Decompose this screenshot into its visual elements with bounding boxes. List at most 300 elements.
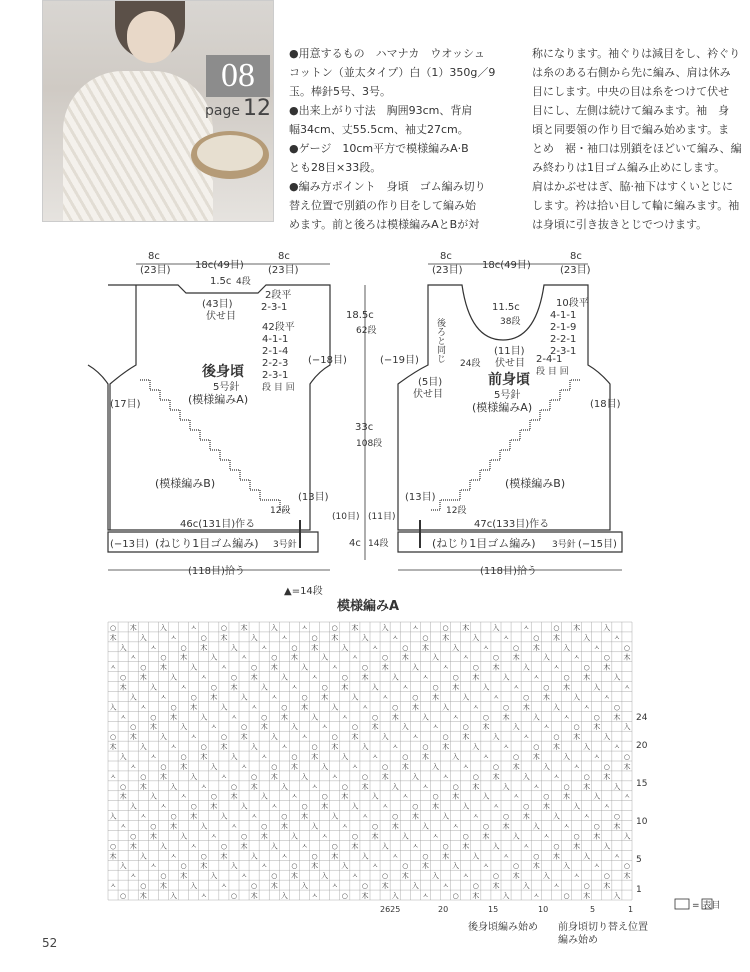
stitch-symbol: 木 (452, 683, 460, 692)
instruction-line: とも28目×33段。 (289, 161, 382, 174)
stitch-symbol: ○ (603, 653, 610, 662)
front-rows24: 24段 (460, 359, 481, 369)
instruction-line: み終わりは1目ゴム編み止めにします。 (532, 161, 726, 174)
stitch-symbol: ㅅ (573, 762, 580, 771)
back-arm-2: 4-1-1 (262, 334, 289, 345)
stitch-symbol: ㅅ (190, 733, 198, 742)
stitch-symbol: 入 (220, 703, 228, 712)
stitch-symbol: 木 (401, 762, 409, 771)
stitch-symbol: ○ (623, 862, 631, 871)
stitch-symbol: ㅅ (311, 892, 318, 900)
stitch-symbol: ○ (442, 733, 449, 742)
stitch-symbol: ○ (240, 723, 248, 732)
back-arm-5: 2-3-1 (262, 370, 289, 381)
stitch-symbol: 木 (573, 623, 581, 632)
stitch-symbol: ㅅ (522, 842, 530, 851)
stitch-symbol: ○ (220, 733, 227, 742)
stitch-symbol: ○ (341, 892, 348, 900)
stitch-symbol: 入 (401, 723, 409, 732)
stitch-symbol: ○ (291, 862, 298, 871)
stitch-symbol: 木 (250, 782, 258, 791)
stitch-symbol: ㅅ (220, 772, 228, 781)
stitch-symbol: ㅅ (613, 633, 621, 642)
stitch-symbol: 木 (311, 643, 319, 652)
stitch-symbol: ○ (502, 812, 510, 821)
stitch-symbol: 入 (472, 852, 480, 861)
stitch-symbol: 木 (593, 723, 601, 732)
stitch-symbol: ○ (422, 743, 429, 752)
stitch-symbol: 木 (290, 762, 298, 771)
stitch-symbol: 木 (341, 683, 349, 692)
stitch-symbol: 入 (250, 852, 258, 861)
stitch-symbol: 入 (532, 713, 540, 722)
stitch-symbol: ㅅ (492, 802, 500, 811)
stitch-symbol: 入 (593, 792, 601, 801)
stitch-symbol: ㅅ (613, 743, 621, 752)
stitch-symbol: ㅅ (432, 723, 439, 732)
stitch-symbol: 木 (421, 862, 429, 871)
stitch-symbol: ○ (109, 733, 117, 742)
stitch-symbol: 入 (311, 822, 319, 831)
back-bind: (43目) (202, 299, 233, 310)
stitch-symbol: ○ (583, 663, 590, 672)
stitch-symbol: 木 (512, 872, 520, 881)
stitch-symbol: 入 (290, 832, 298, 841)
stitch-symbol: ○ (190, 693, 197, 702)
stitch-symbol: 入 (341, 643, 349, 652)
stitch-symbol: ○ (341, 782, 348, 791)
stitch-symbol: ○ (482, 822, 489, 831)
stitch-symbol: ○ (533, 852, 540, 861)
page-number: 52 (42, 936, 58, 950)
stitch-symbol: 木 (603, 882, 611, 891)
stitch-symbol: ○ (432, 683, 439, 692)
stitch-symbol: ○ (271, 762, 278, 771)
stitch-symbol: ○ (271, 872, 278, 881)
stitch-symbol: 木 (331, 743, 339, 752)
stitch-symbol: ○ (271, 653, 278, 662)
stitch-symbol: ○ (402, 862, 409, 871)
stitch-symbol: 入 (290, 723, 298, 732)
stitch-symbol: ㅅ (220, 663, 228, 672)
stitch-symbol: 木 (159, 663, 167, 672)
stitch-symbol: ㅅ (301, 623, 308, 632)
stitch-symbol: 木 (552, 743, 560, 752)
stitch-symbol: ㅅ (129, 762, 137, 771)
stitch-symbol: 木 (381, 663, 389, 672)
stitch-symbol: ○ (482, 713, 489, 722)
stitch-symbol: ㅅ (361, 812, 369, 821)
stitch-symbol: ㅅ (240, 872, 248, 881)
stitch-symbol: 入 (351, 693, 359, 702)
stitch-symbol: 入 (301, 663, 308, 672)
stitch-symbol: ○ (130, 832, 137, 841)
stitch-symbol: ○ (140, 882, 147, 891)
stitch-symbol: 入 (542, 762, 550, 771)
stitch-symbol: ○ (200, 743, 207, 752)
stitch-symbol: ○ (523, 693, 530, 702)
instruction-line: めます。前と後ろは模様編みAとBが対 (289, 218, 480, 231)
stitch-symbol: 入 (603, 842, 611, 851)
stitch-symbol: 木 (391, 822, 399, 831)
front-side5b: 伏せ目 (413, 389, 443, 400)
stitch-symbol: 木 (159, 772, 167, 781)
stitch-symbol: 入 (139, 852, 147, 861)
stitch-symbol: ○ (452, 892, 459, 900)
back-arm-6: 段 目 回 (262, 383, 295, 393)
stitch-symbol: ㅅ (371, 753, 379, 761)
stitch-symbol: ㅅ (411, 842, 419, 851)
back-neck-rows: 4段 (236, 277, 251, 287)
stitch-symbol: 木 (603, 663, 611, 672)
stitch-symbol: 入 (563, 862, 570, 871)
stitch-symbol: ○ (301, 693, 308, 702)
stitch-symbol: 入 (573, 802, 581, 811)
front-neck-4: 2-2-1 (550, 334, 577, 345)
stitch-symbol: 木 (371, 832, 379, 841)
stitch-symbol: ㅅ (371, 643, 379, 652)
stitch-symbol: ㅅ (452, 822, 460, 831)
stitch-symbol: ㅅ (250, 812, 258, 821)
stitch-symbol: 入 (139, 743, 147, 752)
stitch-symbol: 木 (129, 733, 137, 742)
legend-text: = 表目 (692, 901, 721, 911)
stitch-symbol: ㅅ (593, 862, 601, 871)
stitch-symbol: 入 (462, 693, 470, 702)
stitch-symbol: ○ (130, 723, 137, 732)
stitch-symbol: ㅅ (160, 693, 167, 702)
front-top-left: 8c (440, 251, 452, 262)
stitch-symbol: ㅅ (593, 753, 601, 761)
front-neck-1: 10段平 (556, 298, 589, 309)
back-side13: (13目) (298, 492, 329, 503)
front-needle: 5号針 (494, 390, 521, 401)
stitch-symbol: 木 (472, 892, 480, 900)
stitch-symbol: 木 (250, 892, 258, 900)
stitch-symbol: 入 (119, 862, 127, 871)
stitch-symbol: ○ (321, 792, 328, 801)
stitch-symbol: ㅅ (109, 663, 117, 672)
stitch-symbol: ○ (210, 792, 217, 801)
stitch-symbol: 入 (260, 683, 268, 692)
stitch-symbol: 入 (583, 743, 591, 752)
stitch-symbol: 木 (260, 723, 268, 732)
stitch-symbol: ㅅ (190, 842, 198, 851)
stitch-symbol: 木 (341, 792, 349, 801)
stitch-symbol: ○ (513, 862, 520, 871)
stitch-symbol: 木 (492, 882, 500, 891)
stitch-symbol: 入 (210, 762, 218, 771)
col-label: 1 (628, 905, 634, 914)
stitch-symbol: 入 (552, 812, 560, 821)
stitch-symbol: 入 (301, 882, 308, 891)
stitch-symbol: ○ (220, 842, 227, 851)
instruction-line: ●出来上がり寸法 胸囲93cm、背肩 (289, 104, 473, 117)
stitch-symbol: 入 (502, 892, 510, 900)
stitch-symbol: ○ (513, 643, 520, 652)
stitch-symbol: ㅅ (129, 653, 137, 662)
stitch-symbol: 木 (351, 733, 359, 742)
stitch-symbol: ○ (472, 772, 479, 781)
stitch-symbol: ㅅ (472, 703, 480, 712)
stitch-symbol: ○ (361, 772, 369, 781)
stitch-symbol: 入 (280, 892, 288, 900)
stitch-symbol: ○ (553, 733, 560, 742)
stitch-symbol: ㅅ (119, 822, 127, 831)
stitch-symbol: ㅅ (472, 812, 480, 821)
stitch-symbol: 入 (361, 633, 369, 642)
stitch-symbol: 入 (583, 633, 591, 642)
stitch-symbol: ○ (311, 852, 318, 861)
stitch-symbol: 入 (230, 753, 238, 761)
back-side17: (17目) (110, 399, 141, 410)
stitch-symbol: ○ (251, 663, 258, 672)
stitch-symbol: 入 (613, 673, 621, 682)
back-top-right: 8c (278, 251, 290, 262)
stitch-symbol: ○ (371, 822, 379, 831)
stitch-symbol: ○ (200, 852, 207, 861)
front-neck-7: 段 目 回 (536, 367, 569, 377)
stitch-symbol: ○ (472, 663, 479, 672)
stitch-symbol: ㅅ (149, 643, 157, 652)
stitch-symbol: 木 (321, 802, 329, 811)
stitch-symbol: ○ (563, 892, 570, 900)
stitch-symbol: 入 (401, 832, 409, 841)
stitch-symbol: 木 (240, 842, 248, 851)
stitch-symbol: ○ (573, 832, 580, 841)
center-h3-rows: 14段 (368, 539, 389, 549)
stitch-symbol: ㅅ (240, 653, 248, 662)
stitch-symbol: 木 (250, 673, 258, 682)
stitch-symbol: 入 (220, 812, 228, 821)
stitch-symbol: ㅅ (623, 683, 631, 692)
front-rib-needle: 3号針 (552, 540, 576, 550)
stitch-symbol: 入 (522, 663, 530, 672)
stitch-symbol: ○ (563, 782, 570, 791)
stitch-symbol: 入 (432, 653, 439, 662)
stitch-symbol: ㅅ (613, 852, 621, 861)
stitch-symbol: ㅅ (331, 772, 339, 781)
front-twelve: 12段 (446, 506, 467, 516)
stitch-symbol: 入 (139, 633, 147, 642)
row-label: 10 (636, 817, 648, 827)
stitch-symbol: 入 (563, 643, 570, 652)
stitch-symbol: 木 (311, 753, 319, 761)
stitch-symbol: ○ (523, 802, 530, 811)
stitch-symbol: ○ (281, 703, 288, 712)
center-h1-rows: 62段 (356, 326, 377, 336)
stitch-symbol: ○ (442, 842, 449, 851)
stitch-symbol: 入 (301, 772, 308, 781)
back-pattern-b: (模様編みB) (155, 477, 216, 490)
stitch-symbol: ○ (150, 713, 157, 722)
stitch-symbol: 入 (432, 872, 439, 881)
stitch-symbol: ㅅ (381, 802, 389, 811)
stitch-symbol: ○ (543, 792, 550, 801)
col-label: 15 (488, 905, 499, 914)
stitch-symbol: ㅅ (442, 772, 449, 781)
stitch-symbol: 木 (180, 872, 188, 881)
stitch-symbol: ○ (623, 643, 631, 652)
stitch-symbol: ㅅ (452, 713, 460, 722)
stitch-symbol: 木 (583, 892, 591, 900)
stitch-symbol: 木 (411, 703, 419, 712)
stitch-symbol: 木 (321, 693, 329, 702)
stitch-symbol: ㅅ (603, 802, 611, 811)
stitch-symbol: 入 (170, 892, 177, 900)
stitch-symbol: 入 (331, 812, 339, 821)
front-neck-2: 4-1-1 (550, 310, 577, 321)
stitch-symbol: 木 (532, 643, 540, 652)
stitch-symbol: ㅅ (623, 792, 631, 801)
stitch-symbol: ○ (281, 812, 288, 821)
stitch-symbol: ○ (120, 673, 127, 682)
stitch-symbol: 木 (129, 842, 137, 851)
stitch-symbol: ㅅ (109, 882, 117, 891)
stitch-symbol: 入 (442, 703, 450, 712)
stitch-symbol: 木 (331, 852, 339, 861)
stitch-symbol: ㅅ (432, 832, 439, 841)
stitch-symbol: ㅅ (553, 663, 560, 672)
stitch-symbol: 木 (442, 852, 450, 861)
back-bind2: 伏せ目 (206, 311, 236, 322)
stitch-symbol: ○ (140, 663, 147, 672)
stitch-symbol: ㅅ (200, 782, 208, 791)
stitch-symbol: 入 (180, 832, 188, 841)
stitch-symbol: ㅅ (119, 713, 127, 722)
front-top-right-sts: (23目) (560, 265, 591, 276)
stitch-symbol: ㅅ (149, 862, 157, 871)
stitch-symbol: 入 (391, 782, 399, 791)
stitch-symbol: ㅅ (532, 673, 540, 682)
stitch-symbol: ○ (230, 892, 238, 900)
back-arm-4: 2-2-3 (262, 358, 289, 369)
stitch-symbol: ㅅ (351, 653, 359, 662)
stitch-symbol: 木 (573, 733, 581, 742)
stitch-symbol: 入 (210, 653, 218, 662)
front-side18: (18目) (590, 399, 621, 410)
stitch-symbol: ○ (422, 633, 429, 642)
stitch-symbol: ○ (341, 673, 348, 682)
stitch-symbol: 木 (512, 762, 520, 771)
stitch-symbol: ㅅ (482, 862, 490, 871)
front-side19: (−19目) (380, 355, 419, 366)
stitch-symbol: ㅅ (210, 832, 218, 841)
stitch-symbol: ㅅ (291, 792, 298, 801)
back-pickup: (118目)拾う (188, 566, 245, 577)
stitch-symbol: 入 (361, 743, 369, 752)
stitch-symbol: ○ (613, 812, 620, 821)
stitch-symbol: ㅅ (391, 743, 399, 752)
chart-start-front2: 編み始め (558, 935, 598, 946)
stitch-symbol: ㅅ (280, 633, 288, 642)
stitch-symbol: ○ (492, 762, 500, 771)
stitch-symbol: ㅅ (280, 852, 288, 861)
back-neck-dec2: 2-3-1 (261, 302, 288, 313)
stitch-symbol: 木 (462, 733, 470, 742)
back-neck-h: 1.5c (210, 276, 232, 287)
stitch-symbol: ㅅ (401, 683, 409, 692)
stitch-symbol: ○ (251, 882, 258, 891)
front-eleven: (11目) (368, 512, 396, 522)
stitch-symbol: ㅅ (139, 703, 147, 712)
instruction-line: 替え位置で別鎖の作り目をして編み始 (289, 199, 476, 212)
front-pattern-a: (模様編みA) (472, 401, 533, 414)
stitch-symbol: 木 (532, 753, 540, 761)
arrow-note: ▲=14段 (284, 586, 323, 597)
back-top-mid: 18c(49目) (195, 260, 244, 271)
stitch-symbol: ㅅ (442, 882, 449, 891)
stitch-symbol: 入 (391, 673, 399, 682)
stitch-symbol: ○ (603, 872, 610, 881)
back-needle: 5号針 (213, 382, 240, 393)
stitch-symbol: 木 (613, 822, 621, 831)
stitch-symbol: 木 (552, 852, 560, 861)
stitch-symbol: ㅅ (321, 723, 329, 732)
stitch-symbol: ○ (452, 782, 459, 791)
stitch-symbol: 木 (583, 673, 591, 682)
stitch-symbol: ㅅ (291, 683, 298, 692)
stitch-symbol: ㅅ (109, 772, 117, 781)
stitch-symbol: 入 (542, 653, 550, 662)
stitch-symbol: ㅅ (311, 673, 318, 682)
stitch-symbol: ○ (553, 842, 560, 851)
pattern-number: 08 (206, 55, 270, 97)
page-label: page (205, 103, 240, 119)
stitch-symbol: ㅅ (200, 892, 208, 900)
stitch-symbol: ○ (210, 683, 217, 692)
chart-start-front: 前身頃切り替え位置 (558, 922, 648, 933)
stitch-symbol: ○ (371, 713, 379, 722)
stitch-symbol: ㅅ (502, 743, 510, 752)
stitch-symbol: 木 (442, 633, 450, 642)
stitch-symbol: 木 (623, 653, 631, 662)
stitch-symbol: 木 (542, 802, 550, 811)
stitch-symbol: 木 (371, 723, 379, 732)
stitch-symbol: ㅅ (301, 733, 308, 742)
stitch-symbol: 木 (240, 733, 248, 742)
stitch-symbol: 木 (411, 812, 419, 821)
stitch-symbol: 入 (280, 673, 288, 682)
stitch-symbol: 木 (502, 822, 510, 831)
stitch-symbol: ㅅ (411, 623, 419, 632)
stitch-symbol: 入 (583, 852, 591, 861)
stitch-symbol: 入 (321, 872, 329, 881)
stitch-symbol: 入 (270, 623, 278, 632)
stitch-symbol: 入 (190, 882, 198, 891)
stitch-symbol: ○ (120, 892, 127, 900)
stitch-symbol: 入 (371, 683, 379, 692)
stitch-symbol: ○ (351, 723, 358, 732)
front-bind2: 伏せ目 (495, 358, 525, 369)
stitch-symbol: ㅅ (301, 842, 308, 851)
stitch-symbol: 木 (190, 812, 198, 821)
stitch-symbol: ㅅ (422, 892, 429, 900)
stitch-symbol: ○ (160, 653, 167, 662)
stitch-symbol: ○ (291, 643, 298, 652)
stitch-symbol: 木 (200, 862, 208, 871)
front-title: 前身頃 (488, 372, 530, 388)
page-ref-number: 12 (242, 96, 271, 121)
stitch-symbol: 入 (230, 643, 238, 652)
stitch-symbol: ㅅ (210, 723, 218, 732)
stitch-symbol: 木 (583, 782, 591, 791)
stitch-symbol: ㅅ (583, 703, 591, 712)
stitch-symbol: 入 (492, 842, 500, 851)
front-side13: (13目) (405, 492, 436, 503)
back-rib: (ねじり1目ゴム編み) (155, 537, 259, 550)
stitch-symbol: ㅅ (361, 703, 369, 712)
